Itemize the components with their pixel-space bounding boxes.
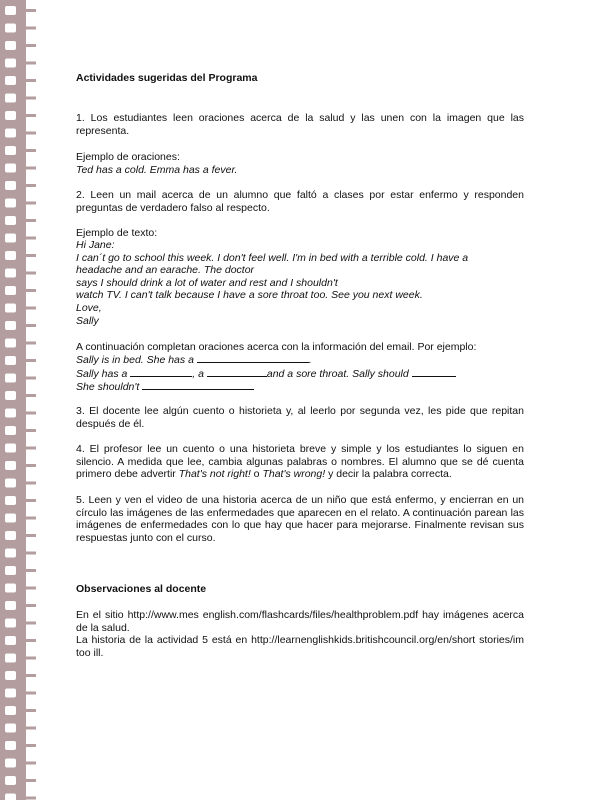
binding-hole	[5, 164, 16, 173]
activity-4-text: 4. El profesor lee un cuento o una historieta breve y simple y los estudiantes lo siguen en silencio. A medida que lee, cambia algunas palabras o nombres. El alumno que se dé cuenta primero debe advertir	[76, 443, 524, 481]
binding-tab	[26, 429, 36, 432]
activity-4-phrase: That's wrong!	[262, 468, 326, 481]
binding-tab	[26, 27, 36, 30]
binding-hole	[5, 286, 16, 295]
blank-line	[412, 367, 456, 377]
completion-line-3	[76, 380, 524, 394]
email-signature: Sally	[76, 314, 99, 327]
completion-line-2	[76, 367, 524, 381]
binding-hole	[5, 251, 16, 260]
binding-tab	[26, 184, 36, 187]
binding-tab	[26, 289, 36, 292]
binding-hole	[5, 234, 16, 243]
binding-tab	[26, 604, 36, 607]
binding-tab	[26, 394, 36, 397]
activity-3: 3. El docente lee algún cuento o historieta y, al leerlo por segunda vez, les pide que repitan después de él.	[76, 405, 524, 430]
binding-tab	[26, 482, 36, 485]
binding-tab	[26, 517, 36, 520]
binding-tab	[26, 149, 36, 152]
binding-hole	[5, 356, 16, 365]
activities-heading: Actividades sugeridas del Programa	[76, 72, 258, 84]
binding-tab	[26, 342, 36, 345]
binding-tab	[26, 272, 36, 275]
binding-hole	[5, 269, 16, 278]
activity-4-text: y decir la palabra correcta.	[325, 468, 452, 481]
binding-hole	[5, 566, 16, 575]
binding-tab	[26, 359, 36, 362]
binding-tab	[26, 797, 36, 800]
email-line-1: I can´t go to school this week. I don't feel well. I'm in bed with a terrible cold. I have a	[76, 251, 469, 264]
binding-tab	[26, 202, 36, 205]
binding-hole	[5, 741, 16, 750]
binding-tab	[26, 727, 36, 730]
binding-hole	[5, 776, 16, 785]
binding-hole	[5, 374, 16, 383]
email-line-4: watch TV. I can't talk because I have a sore throat too. See you next week.	[76, 289, 423, 302]
binding-hole	[5, 181, 16, 190]
binding-tab	[26, 114, 36, 117]
binding-tab	[26, 447, 36, 450]
binding-tab	[26, 324, 36, 327]
binding-hole	[5, 426, 16, 435]
binding-hole	[5, 94, 16, 103]
email-line-3: says I should drink a lot of water and rest and I shouldn't	[76, 276, 338, 289]
binding-tab	[26, 657, 36, 660]
observations-heading: Observaciones al docente	[76, 583, 207, 595]
binding-hole	[5, 111, 16, 120]
binding-tab	[26, 709, 36, 712]
binding-hole	[5, 216, 16, 225]
binding-tab	[26, 132, 36, 135]
activity-4-text: o	[250, 468, 263, 481]
email-line-2: headache and an earache. The doctor	[76, 264, 255, 277]
binding-hole	[5, 601, 16, 610]
binding-tab	[26, 237, 36, 240]
binding-tab	[26, 692, 36, 695]
observation-1: En el sitio http://www.mes english.com/flashcards/files/healthproblem.pdf hay imágenes acerca de la salud.	[76, 609, 524, 634]
binding-hole	[5, 636, 16, 645]
activity-4-phrase: That's not right!	[178, 468, 251, 481]
binding-tab	[26, 167, 36, 170]
binding-tab	[26, 779, 36, 782]
binding-tab	[26, 219, 36, 222]
binding-tab	[26, 569, 36, 572]
email-example	[76, 239, 524, 327]
binding-tab	[26, 534, 36, 537]
binding-tab	[26, 9, 36, 12]
email-closing: Love,	[76, 301, 102, 314]
binding-hole	[5, 514, 16, 523]
binding-hole	[5, 339, 16, 348]
binding-tab	[26, 307, 36, 310]
binding-hole	[5, 619, 16, 628]
completion-text: , a	[192, 367, 207, 380]
binding-tab	[26, 744, 36, 747]
binding-hole	[5, 531, 16, 540]
binding-tab	[26, 464, 36, 467]
example-text-label: Ejemplo de texto:	[76, 227, 158, 239]
binding-hole	[5, 321, 16, 330]
binding-hole	[5, 689, 16, 698]
binding-tab	[26, 254, 36, 257]
blank-line	[207, 367, 267, 377]
notebook-binding-strip	[0, 0, 42, 800]
completion-intro: A continuación completan oraciones acerca con la información del email. Por ejemplo:	[76, 341, 477, 353]
completion-text: Sally is in bed. She has a	[76, 354, 197, 366]
binding-hole	[5, 304, 16, 313]
binding-hole	[5, 549, 16, 558]
binding-hole	[5, 584, 16, 593]
binding-hole	[5, 146, 16, 155]
activity-4	[76, 443, 524, 481]
email-greeting: Hi Jane:	[76, 239, 115, 251]
activity-2: 2. Leen un mail acerca de un alumno que faltó a clases por estar enfermo y responden preguntas de verdadero falso al respecto.	[76, 189, 524, 214]
binding-hole	[5, 496, 16, 505]
binding-hole	[5, 706, 16, 715]
binding-hole	[5, 654, 16, 663]
binding-tab	[26, 639, 36, 642]
binding-hole	[5, 479, 16, 488]
binding-tab	[26, 499, 36, 502]
blank-line	[142, 380, 254, 390]
binding-tab	[26, 412, 36, 415]
completion-text: .	[308, 354, 312, 366]
completion-text: She shouldn't	[76, 381, 143, 394]
binding-tab	[26, 97, 36, 100]
binding-hole	[5, 199, 16, 208]
binding-hole	[5, 461, 16, 470]
binding-hole	[5, 24, 16, 33]
completion-exercise	[76, 353, 524, 394]
example-sentences: Ted has a cold. Emma has a fever.	[76, 164, 238, 176]
activity-1: 1. Los estudiantes leen oraciones acerca de la salud y las unen con la imagen que las representa.	[76, 112, 524, 137]
binding-tab	[26, 377, 36, 380]
completion-text: Sally has a	[76, 367, 131, 380]
completion-text: and a sore throat. Sally should	[266, 367, 412, 380]
binding-hole	[5, 671, 16, 680]
binding-tab	[26, 552, 36, 555]
binding-hole	[5, 76, 16, 85]
binding-tab	[26, 762, 36, 765]
binding-tab	[26, 674, 36, 677]
observation-2: La historia de la actividad 5 está en http://learnenglishkids.britishcouncil.org/en/short stories/im too ill.	[76, 634, 524, 659]
binding-hole	[5, 41, 16, 50]
binding-hole	[5, 444, 16, 453]
binding-hole	[5, 724, 16, 733]
blank-line	[197, 353, 309, 363]
binding-hole	[5, 794, 16, 800]
binding-hole	[5, 409, 16, 418]
binding-hole	[5, 759, 16, 768]
binding-hole	[5, 6, 16, 15]
example-sentences-label: Ejemplo de oraciones:	[76, 151, 180, 163]
binding-hole	[5, 391, 16, 400]
binding-tab	[26, 62, 36, 65]
binding-hole	[5, 129, 16, 138]
completion-line-1	[76, 353, 524, 367]
binding-tab	[26, 587, 36, 590]
binding-hole	[5, 59, 16, 68]
binding-tab	[26, 622, 36, 625]
binding-tab	[26, 44, 36, 47]
activity-5: 5. Leen y ven el video de una historia acerca de un niño que está enfermo, y encierran en un círculo las imágenes de las enfermedades que aparecen en el relato. A continuación parean las imágenes de enfermedades con lo que hay que hacer para mejorarse. Finalmente revisan sus respuestas junto con el curso.	[76, 494, 524, 544]
blank-line	[130, 367, 192, 377]
binding-tab	[26, 79, 36, 82]
